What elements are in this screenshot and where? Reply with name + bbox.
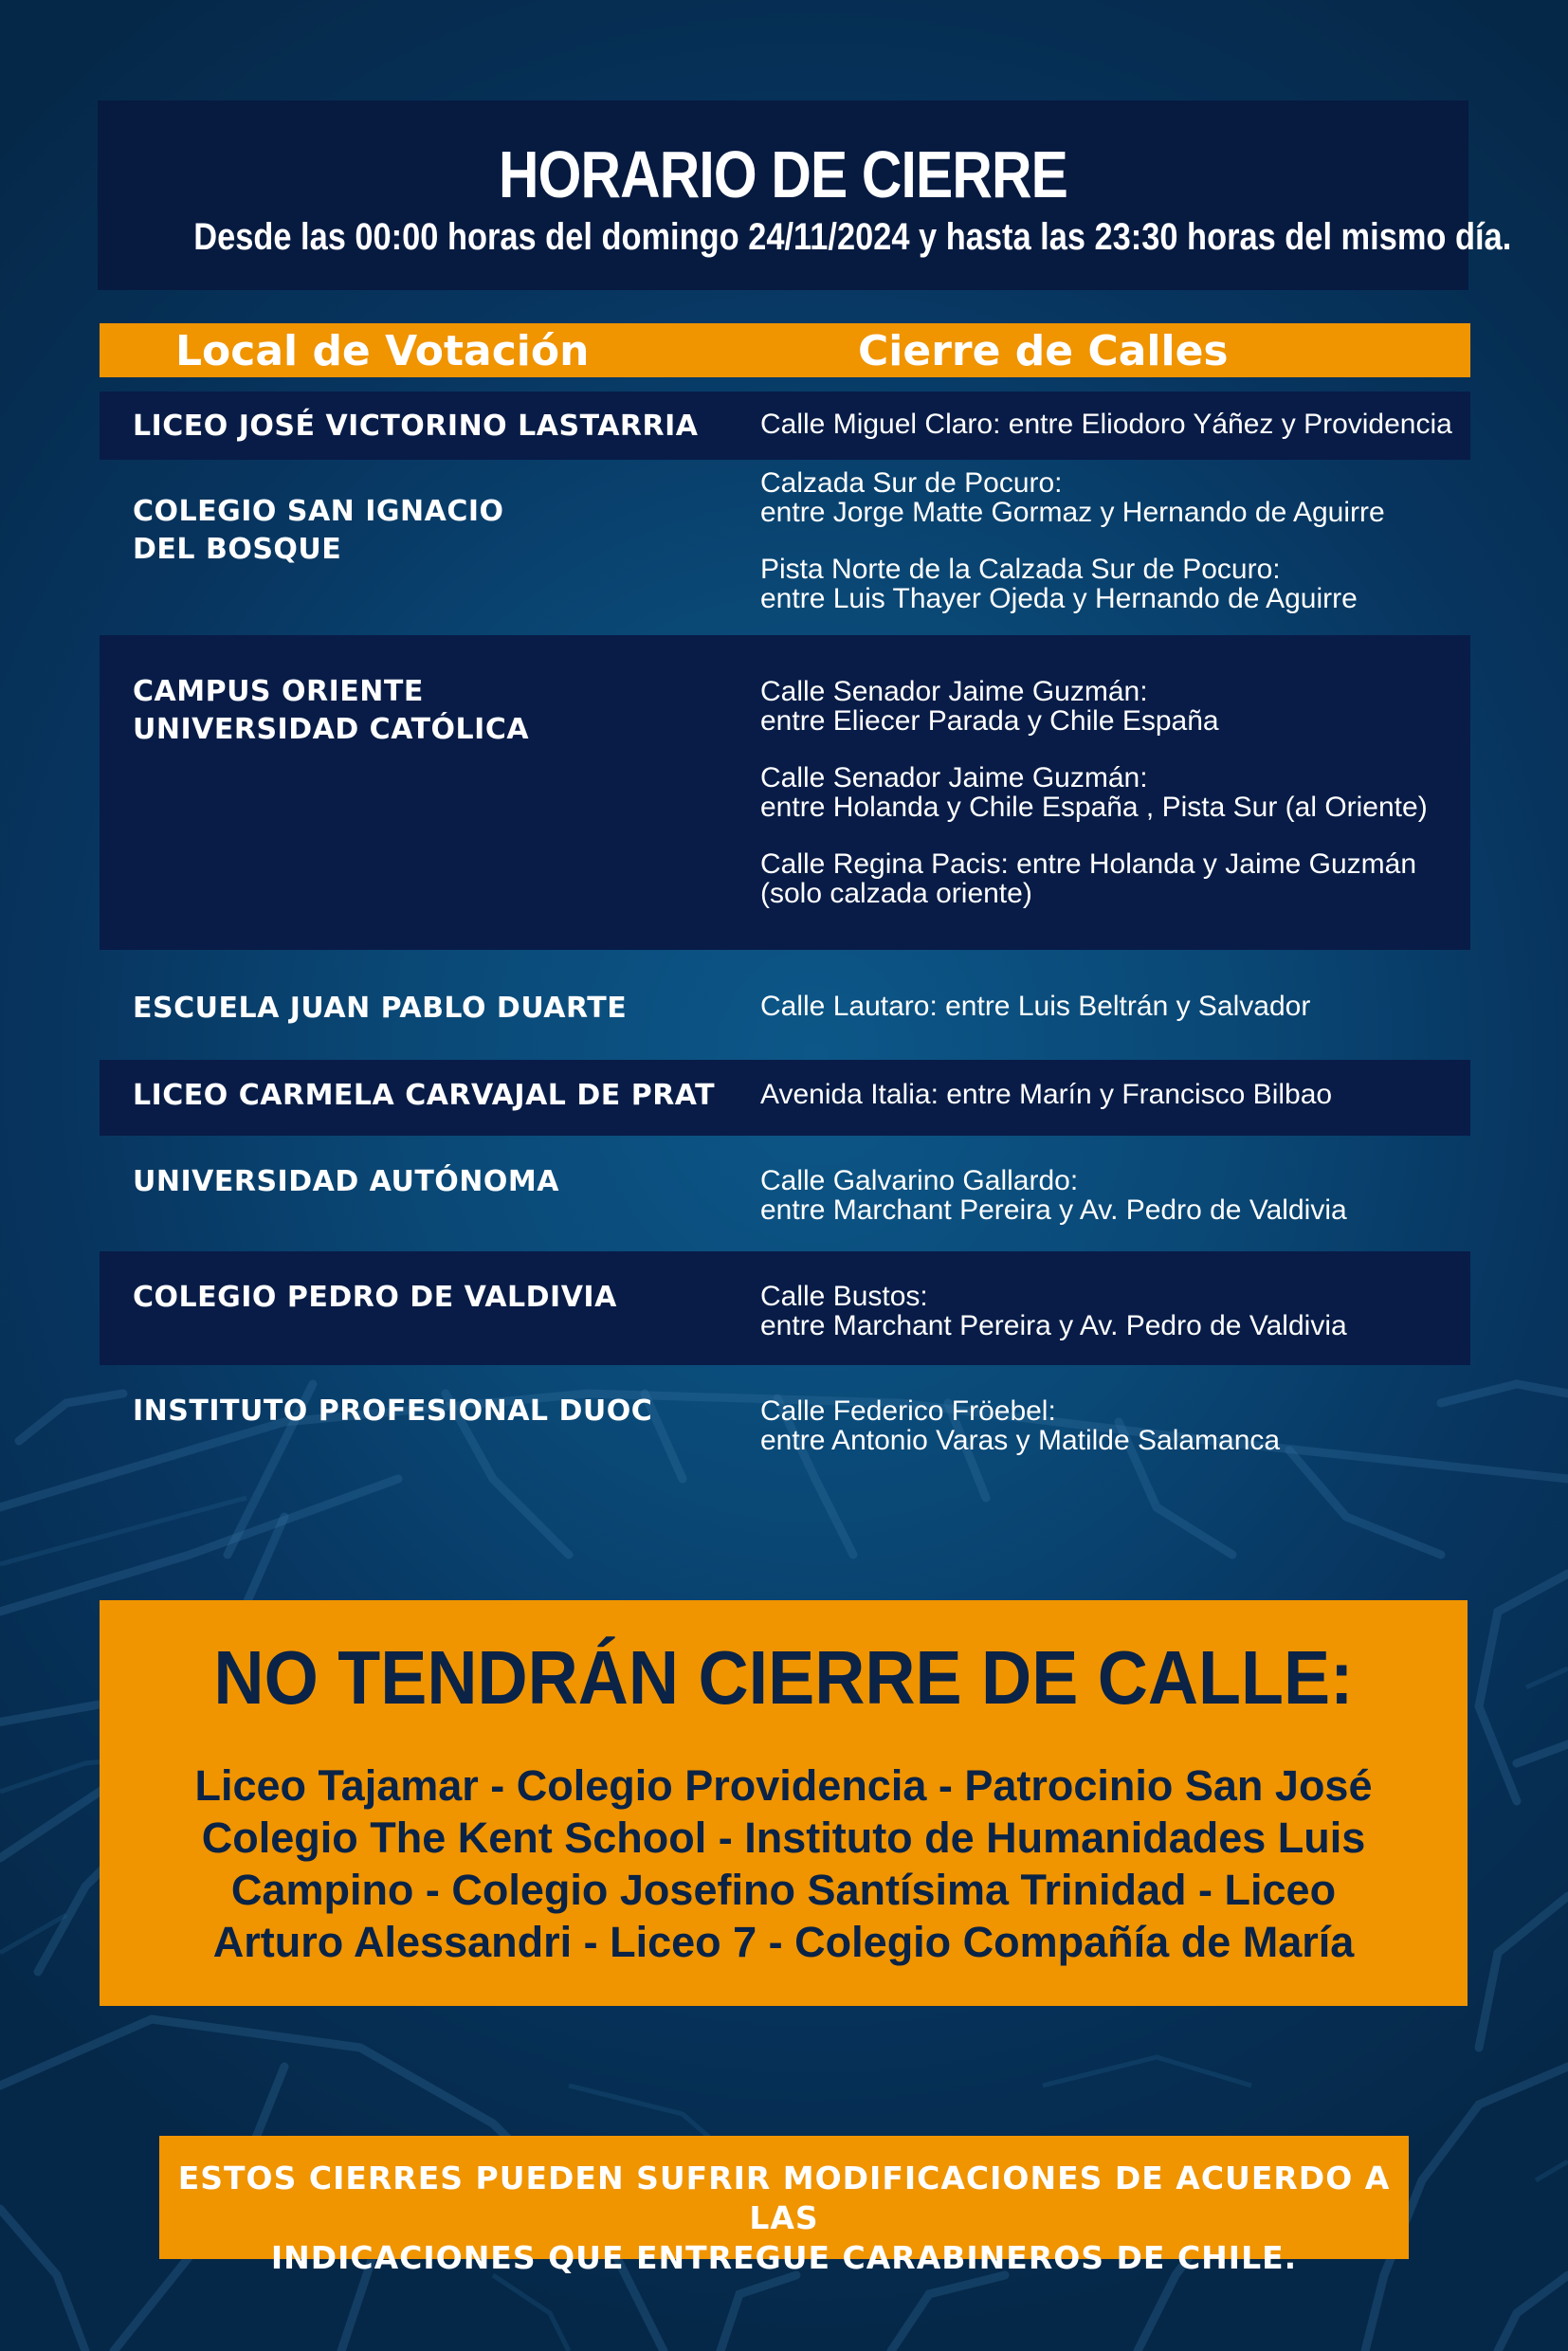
row-local: LICEO JOSÉ VICTORINO LASTARRIA — [133, 410, 699, 443]
no-closure-list: Liceo Tajamar - Colegio Providencia - Patrocinio San José Colegio The Kent School - Instituto de Humanidades Luis Campino - Colegio Josefino Santísima Trinidad - Liceo Arturo Alessandri - Liceo 7 - Colegio Compañía de María — [194, 1761, 1373, 1966]
row-local: COLEGIO PEDRO DE VALDIVIA — [133, 1281, 617, 1314]
column-header-local: Local de Votación — [175, 327, 590, 375]
column-header-cierre: Cierre de Calles — [858, 327, 1229, 375]
table-row — [100, 635, 1470, 950]
no-closure-title: NO TENDRÁN CIERRE DE CALLE: — [213, 1635, 1354, 1720]
row-street: Pista Norte de la Calzada Sur de Pocuro: entre Luis Thayer Ojeda y Hernando de Aguirre — [760, 554, 1358, 614]
row-street: Calle Bustos: entre Marchant Pereira y Av. Pedro de Valdivia — [760, 1281, 1347, 1341]
table-row — [100, 1060, 1470, 1136]
header-banner — [98, 100, 1512, 290]
row-streets — [760, 1080, 1471, 1109]
table-row — [100, 1251, 1470, 1365]
row-street: Calle Regina Pacis: entre Holanda y Jaime Guzmán (solo calzada oriente) — [760, 848, 1417, 909]
row-local: UNIVERSIDAD AUTÓNOMA — [133, 1165, 559, 1198]
table-row — [100, 1136, 1470, 1251]
row-street: Calle Senador Jaime Guzmán: entre Holanda y Chile España , Pista Sur (al Oriente) — [760, 762, 1428, 823]
row-street: Avenida Italia: entre Marín y Francisco Bilbao — [760, 1079, 1333, 1110]
row-local: ESCUELA JUAN PABLO DUARTE — [133, 992, 628, 1025]
row-streets — [760, 1396, 1471, 1455]
row-local: CAMPUS ORIENTE UNIVERSIDAD CATÓLICA — [133, 675, 530, 746]
disclaimer-text: ESTOS CIERRES PUEDEN SUFRIR MODIFICACIONES DE ACUERDO A LAS INDICACIONES QUE ENTREGUE CARABINEROS DE CHILE. — [177, 2160, 1391, 2276]
row-street: Calle Galvarino Gallardo: entre Marchant Pereira y Av. Pedro de Valdivia — [760, 1165, 1347, 1226]
table-row — [100, 392, 1470, 460]
row-street: Calle Senador Jaime Guzmán: entre Eliecer Parada y Chile España — [760, 676, 1219, 737]
row-streets — [760, 1166, 1471, 1225]
row-streets — [760, 677, 1471, 908]
row-streets — [760, 410, 1471, 439]
table-header — [100, 323, 1470, 377]
table-row — [100, 460, 1470, 635]
row-local: COLEGIO SAN IGNACIO DEL BOSQUE — [133, 495, 504, 566]
table-row — [100, 950, 1470, 1060]
disclaimer-box — [159, 2136, 1409, 2276]
page-subtitle: Desde las 00:00 horas del domingo 24/11/2024 y hasta las 23:30 horas del mismo día. — [193, 216, 1512, 258]
row-street: Calle Federico Fröebel: entre Antonio Varas y Matilde Salamanca — [760, 1395, 1281, 1456]
row-streets — [760, 468, 1471, 613]
row-street: Calle Miguel Claro: entre Eliodoro Yáñez y Providencia — [760, 409, 1452, 440]
table-row — [100, 1365, 1470, 1479]
row-local: INSTITUTO PROFESIONAL DUOC — [133, 1394, 653, 1428]
row-street: Calle Lautaro: entre Luis Beltrán y Salvador — [760, 991, 1311, 1022]
page-title: HORARIO DE CIERRE — [499, 137, 1067, 211]
row-streets — [760, 1282, 1471, 1340]
row-street: Calzada Sur de Pocuro: entre Jorge Matte Gormaz y Hernando de Aguirre — [760, 467, 1385, 528]
row-local: LICEO CARMELA CARVAJAL DE PRAT — [133, 1079, 716, 1112]
row-streets — [760, 992, 1471, 1021]
no-closure-box — [100, 1600, 1468, 2006]
